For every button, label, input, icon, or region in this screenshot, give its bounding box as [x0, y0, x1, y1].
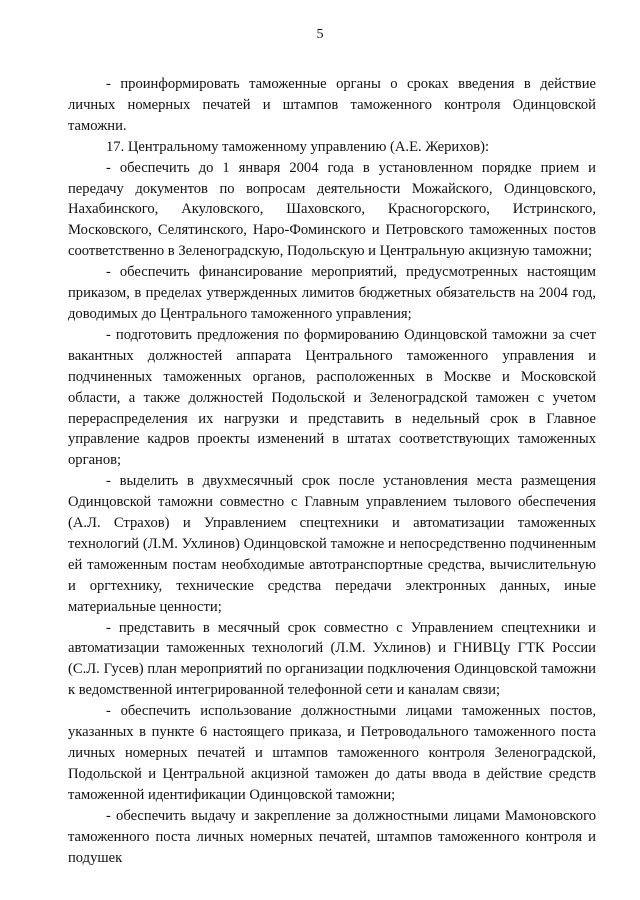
- document-body: [68, 74, 596, 868]
- paragraph-seals-usage: - обеспечить использование должностными лицами таможенных постов, указанных в пункте 6 настоящего приказа, и Петроводального таможенного поста личных номерных печатей и штампов таможенного контроля Зеленоградской, Подольской и Центральной акцизной таможен до даты ввода в действие средств таможенной идентификации Одинцовской таможни;: [68, 703, 596, 803]
- paragraph-inform-customs: - проинформировать таможенные органы о сроках введения в действие личных номерных печатей и штампов таможенного контроля Одинцовской таможни.: [68, 76, 596, 134]
- paragraph-telephone-network: - представить в месячный срок совместно с Управлением спецтехники и автоматизации таможенных технологий (Л.М. Ухлинов) и ГНИВЦу ГТК России (С.Л. Гусев) план мероприятий по организации подключения Одинцовской таможни к ведомственной интегрированной телефонной сети и каналам связи;: [68, 619, 596, 699]
- paragraph-financing: - обеспечить финансирование мероприятий, предусмотренных настоящим приказом, в пределах утвержденных лимитов бюджетных обязательств на 2004 год, доводимых до Центрального таможенного управления;: [68, 264, 596, 322]
- paragraph-seals-issuance: - обеспечить выдачу и закрепление за должностными лицами Мамоновского таможенного поста личных номерных печатей, штампов таможенного контроля и подушек: [68, 807, 596, 866]
- paragraph-equipment-allocation: - выделить в двухмесячный срок после установления места размещения Одинцовской таможни совместно с Главным управлением тылового обеспечения (А.Л. Страхов) и Управлением спецтехники и автоматизации таможенных технологий (Л.М. Ухлинов) Одинцовской таможне и непосредственно подчиненным ей таможенным постам необходимые автотранспортные средства, вычислительную и оргтехнику, технические средства передачи электронных данных, иные материальные ценности;: [68, 473, 596, 615]
- page-number: 5: [316, 27, 324, 42]
- paragraph-item-17-heading: 17. Центральному таможенному управлению (А.Е. Жерихов):: [106, 138, 490, 155]
- paragraph-document-transfer: - обеспечить до 1 января 2004 года в установленном порядке прием и передачу документов по вопросам деятельности Можайского, Одинцовского, Нахабинского, Акуловского, Шаховского, Красногорского, Истринского, Московского, Селятинского, Наро-Фоминского и Петровского таможенных постов соответственно в Зеленоградскую, Подольскую и Центральную акцизную таможни;: [68, 159, 596, 260]
- paragraph-staffing-proposals: - подготовить предложения по формированию Одинцовской таможни за счет вакантных должностей аппарата Центрального таможенного управления и подчиненных таможенных органов, расположенных в Москве и Московской области, а также должностей Подольской и Зеленоградской таможен с учетом перераспределения их нагрузки и представить в недельный срок в Главное управление кадров проекты изменений в штатах соответствующих таможенных органов;: [68, 326, 596, 469]
